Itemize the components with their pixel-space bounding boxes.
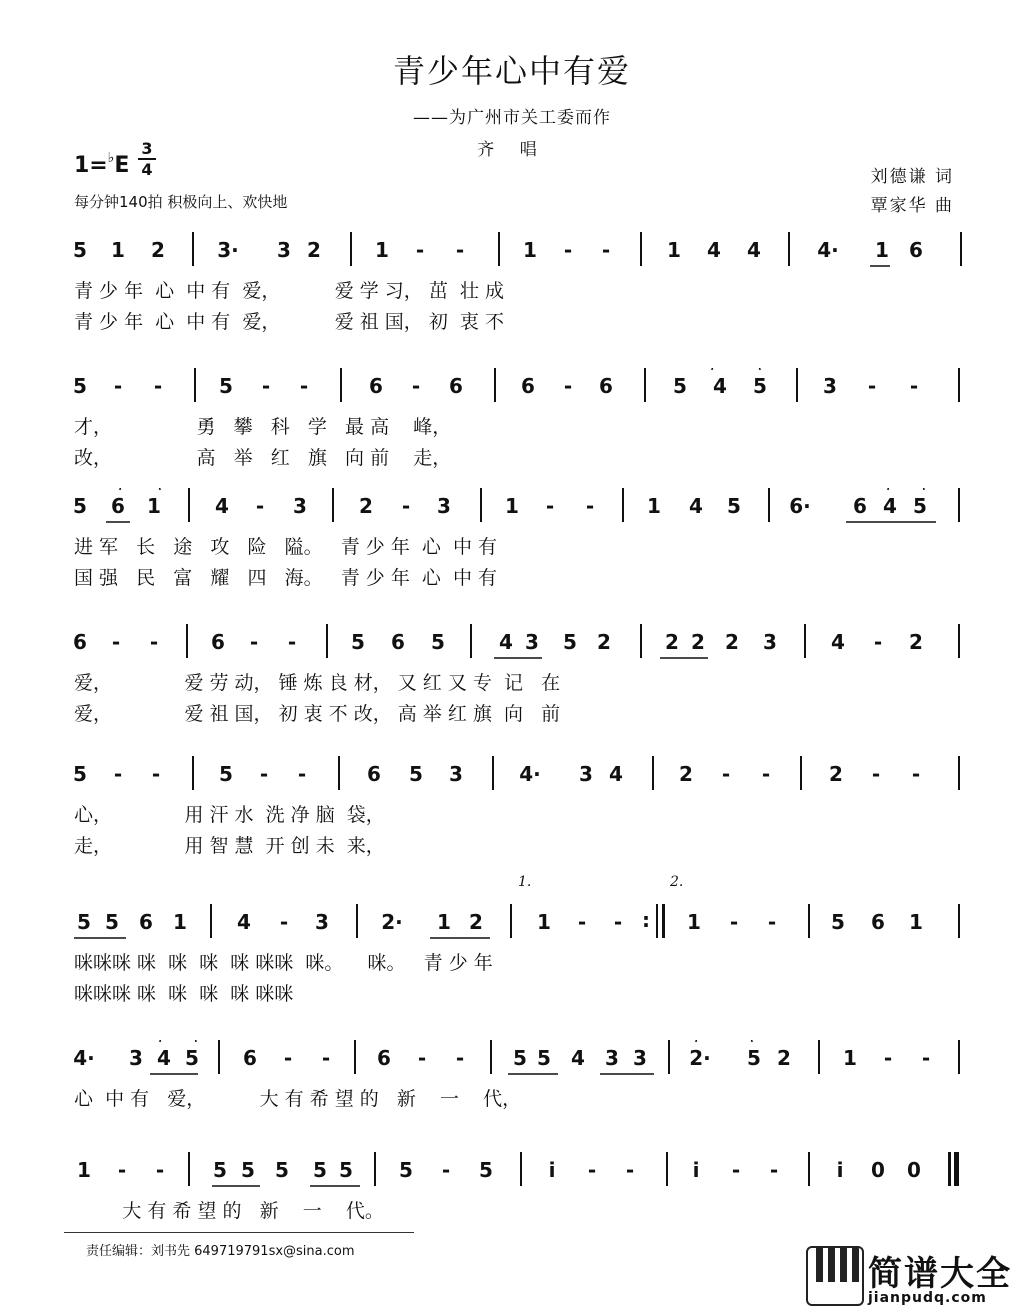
lyrics-verse-2: 走， 用 智 慧 开 创 未 来， — [74, 835, 385, 857]
note: - — [411, 374, 421, 398]
barline — [192, 232, 194, 266]
note: 2 — [151, 238, 165, 262]
barline — [958, 756, 960, 790]
note: 6 — [139, 910, 153, 934]
note: 1 — [505, 494, 519, 518]
barline — [194, 368, 196, 402]
barline — [768, 488, 770, 522]
note: 6 — [211, 630, 225, 654]
note: - — [455, 1046, 465, 1070]
note: - — [151, 762, 161, 786]
notes-row — [74, 756, 962, 796]
tempo-marking: 每分钟140拍 积极向上、欢快地 — [74, 193, 288, 211]
note: - — [545, 494, 555, 518]
barline — [662, 904, 665, 938]
note: 5 — [537, 1046, 551, 1070]
barline — [490, 1040, 492, 1074]
note: - — [909, 374, 919, 398]
volta-2-label: 2. — [670, 874, 684, 890]
notes-row — [74, 1152, 962, 1192]
note: - — [563, 374, 573, 398]
barline — [498, 232, 500, 266]
note: 5 — [73, 762, 87, 786]
volta-1-label: 1. — [518, 874, 532, 890]
note: 2 — [359, 494, 373, 518]
note: 3 — [437, 494, 451, 518]
note: 5 — [275, 1158, 289, 1182]
note: 4· — [73, 1046, 95, 1070]
note: 6 — [367, 762, 381, 786]
lyrics-verse-2: 青 少 年 心 中 有 爱， 爱 祖 国， 初 衷 不 — [74, 311, 504, 333]
note: - — [111, 630, 121, 654]
barline — [332, 488, 334, 522]
note: 3 — [525, 630, 539, 654]
score-system-2 — [0, 368, 1024, 488]
note: 6 — [909, 238, 923, 262]
note: 6 — [853, 494, 867, 518]
lyrics-verse-1: 爱， 爱 劳 动， 锤 炼 良 材， 又 红 又 专 记 在 — [74, 672, 561, 694]
note: - — [153, 374, 163, 398]
note: 5 — [913, 494, 927, 518]
note: 6 — [243, 1046, 257, 1070]
note: - — [577, 910, 587, 934]
note: - — [911, 762, 921, 786]
note: 2 — [829, 762, 843, 786]
note: 1 — [523, 238, 537, 262]
note: 4· — [817, 238, 839, 262]
barline — [804, 624, 806, 658]
note: 2 — [909, 630, 923, 654]
note: - — [255, 494, 265, 518]
score-system-1 — [0, 232, 1024, 352]
note: - — [149, 630, 159, 654]
note: - — [867, 374, 877, 398]
note: 1 — [909, 910, 923, 934]
barline — [350, 232, 352, 266]
note: 6 — [369, 374, 383, 398]
note: 1 — [843, 1046, 857, 1070]
note: 4 — [747, 238, 761, 262]
song-title: 青少年心中有爱 — [392, 52, 631, 90]
note: 4 — [707, 238, 721, 262]
note: 2 — [469, 910, 483, 934]
note: 2 — [725, 630, 739, 654]
note: - — [283, 1046, 293, 1070]
note: - — [563, 238, 573, 262]
note: - — [299, 374, 309, 398]
barline — [510, 904, 512, 938]
lyrics-verse-1: 进 军 长 途 攻 险 隘。 青 少 年 心 中 有 — [74, 536, 498, 558]
barline — [958, 488, 960, 522]
note: 3 — [605, 1046, 619, 1070]
note: 1 — [77, 1158, 91, 1182]
site-logo[interactable] — [806, 1246, 1016, 1310]
barline — [494, 368, 496, 402]
note: 1 — [667, 238, 681, 262]
editor-credit: 责任编辑：刘书先 649719791sx@sina.com — [86, 1244, 355, 1259]
barline — [796, 368, 798, 402]
lyrics-verse-2: 咪咪咪 咪 咪 咪 咪 咪咪 — [74, 983, 294, 1005]
barline — [480, 488, 482, 522]
barline — [958, 624, 960, 658]
barline — [958, 904, 960, 938]
key-note: E — [114, 153, 130, 178]
note: - — [261, 374, 271, 398]
barline — [470, 624, 472, 658]
note: 5 — [105, 910, 119, 934]
note: 1 — [687, 910, 701, 934]
barline — [652, 756, 654, 790]
note: 3 — [823, 374, 837, 398]
barline — [808, 904, 810, 938]
barline — [818, 1040, 820, 1074]
note: 4 — [831, 630, 845, 654]
score-system-4 — [0, 624, 1024, 744]
note: 5 — [219, 374, 233, 398]
note: i — [692, 1158, 700, 1182]
note: 4 — [237, 910, 251, 934]
note: 1 — [537, 910, 551, 934]
note: 4 — [157, 1046, 171, 1070]
note: 5 — [73, 238, 87, 262]
note: - — [279, 910, 289, 934]
note: 5 — [213, 1158, 227, 1182]
note: - — [761, 762, 771, 786]
score-system-3 — [0, 488, 1024, 608]
note: 6 — [111, 494, 125, 518]
note: 2· — [689, 1046, 711, 1070]
barline — [666, 1152, 668, 1186]
barline — [218, 1040, 220, 1074]
note: - — [921, 1046, 931, 1070]
composer-credit: 覃家华 曲 — [870, 196, 954, 216]
note: 5 — [431, 630, 445, 654]
note: 4· — [519, 762, 541, 786]
notes-row — [74, 904, 962, 944]
note: 1 — [173, 910, 187, 934]
barline — [644, 368, 646, 402]
note: 3 — [579, 762, 593, 786]
note: 5 — [673, 374, 687, 398]
note: 5 — [409, 762, 423, 786]
note: - — [613, 910, 623, 934]
note: 4 — [713, 374, 727, 398]
note: 5 — [479, 1158, 493, 1182]
note: - — [455, 238, 465, 262]
piano-icon — [806, 1246, 864, 1306]
note: 2 — [679, 762, 693, 786]
lyrics-verse-1: 心 中 有 爱， 大 有 希 望 的 新 一 代， — [74, 1088, 522, 1110]
barline — [800, 756, 802, 790]
note: 2 — [665, 630, 679, 654]
barline — [958, 368, 960, 402]
note: 5 — [351, 630, 365, 654]
final-barline-thin — [948, 1152, 951, 1186]
note: 6 — [599, 374, 613, 398]
barline — [640, 232, 642, 266]
barline — [188, 1152, 190, 1186]
note: - — [729, 910, 739, 934]
score-system-5 — [0, 756, 1024, 876]
note: 3 — [763, 630, 777, 654]
note: 5 — [563, 630, 577, 654]
key-prefix: 1= — [74, 153, 108, 178]
key-signature — [74, 150, 129, 178]
note: 2 — [597, 630, 611, 654]
note: 1 — [437, 910, 451, 934]
note: 5 — [747, 1046, 761, 1070]
flat-sign: ♭ — [107, 150, 115, 166]
repeat-sign: : — [642, 908, 650, 932]
note: - — [731, 1158, 741, 1182]
note: 6 — [871, 910, 885, 934]
lyrics-verse-1: 才， 勇 攀 科 学 最 高 峰， — [74, 416, 452, 438]
score-system-6 — [0, 874, 1024, 1024]
note: 2· — [381, 910, 403, 934]
note: 5 — [399, 1158, 413, 1182]
note: 3 — [633, 1046, 647, 1070]
note: 5 — [727, 494, 741, 518]
note: 5 — [185, 1046, 199, 1070]
note: - — [117, 1158, 127, 1182]
note: - — [155, 1158, 165, 1182]
song-subtitle: ——为广州市关工委而作 — [413, 108, 611, 128]
note: 1 — [647, 494, 661, 518]
logo-url: jianpudq.com — [868, 1290, 987, 1306]
note: - — [249, 630, 259, 654]
barline — [622, 488, 624, 522]
note: - — [113, 374, 123, 398]
barline — [356, 904, 358, 938]
barline — [354, 1040, 356, 1074]
note: 4 — [609, 762, 623, 786]
notes-row — [74, 368, 962, 408]
lyrics-verse-1: 大 有 希 望 的 新 一 代。 — [74, 1200, 384, 1222]
note: 5 — [513, 1046, 527, 1070]
note: 4 — [571, 1046, 585, 1070]
note: - — [401, 494, 411, 518]
barline — [960, 232, 962, 266]
barline — [520, 1152, 522, 1186]
note: 3 — [293, 494, 307, 518]
note: 6 — [377, 1046, 391, 1070]
note: 6 — [391, 630, 405, 654]
barline — [492, 756, 494, 790]
note: 5 — [77, 910, 91, 934]
note: 5 — [339, 1158, 353, 1182]
note: 3 — [315, 910, 329, 934]
notes-row — [74, 624, 962, 664]
note: 3 — [277, 238, 291, 262]
note: 4 — [499, 630, 513, 654]
note: 5 — [753, 374, 767, 398]
note: - — [441, 1158, 451, 1182]
note: - — [721, 762, 731, 786]
footer-divider — [64, 1232, 414, 1233]
time-bottom: 4 — [141, 160, 153, 179]
note: - — [883, 1046, 893, 1070]
note: 6 — [73, 630, 87, 654]
lyrics-verse-1: 青 少 年 心 中 有 爱， 爱 学 习， 茁 壮 成 — [74, 280, 504, 302]
note: - — [871, 762, 881, 786]
note: 2 — [691, 630, 705, 654]
note: 5 — [313, 1158, 327, 1182]
time-top: 3 — [141, 139, 153, 158]
score-system-7 — [0, 1040, 1024, 1160]
barline — [656, 904, 658, 938]
note: 1 — [375, 238, 389, 262]
lyrics-verse-1: 心， 用 汗 水 洗 净 脑 袋， — [74, 804, 385, 826]
note: - — [587, 1158, 597, 1182]
lyrics-verse-2: 国 强 民 富 耀 四 海。 青 少 年 心 中 有 — [74, 567, 498, 589]
barline — [640, 624, 642, 658]
note: 4 — [215, 494, 229, 518]
note: 2 — [307, 238, 321, 262]
note: - — [769, 1158, 779, 1182]
performance-mode: 齐 唱 — [477, 140, 547, 160]
note: - — [873, 630, 883, 654]
note: 5 — [831, 910, 845, 934]
note: - — [601, 238, 611, 262]
barline — [338, 756, 340, 790]
note: 5 — [241, 1158, 255, 1182]
note: - — [417, 1046, 427, 1070]
note: 3 — [129, 1046, 143, 1070]
notes-row — [74, 1040, 962, 1080]
note: 2 — [777, 1046, 791, 1070]
barline — [340, 368, 342, 402]
note: 4 — [689, 494, 703, 518]
lyrics-verse-1: 咪咪咪 咪 咪 咪 咪 咪咪 咪。 咪。 青 少 年 — [74, 952, 493, 974]
note: i — [836, 1158, 844, 1182]
final-barline-thick — [954, 1152, 959, 1186]
note: 3 — [449, 762, 463, 786]
note: 5 — [219, 762, 233, 786]
note: 1 — [147, 494, 161, 518]
barline — [374, 1152, 376, 1186]
notes-row — [74, 488, 962, 528]
note: 3· — [217, 238, 239, 262]
note: - — [321, 1046, 331, 1070]
barline — [808, 1152, 810, 1186]
lyrics-verse-2: 改， 高 举 红 旗 向 前 走， — [74, 447, 452, 469]
note: - — [415, 238, 425, 262]
logo-name: 简谱大全 — [868, 1254, 1012, 1294]
note: 1 — [111, 238, 125, 262]
note: - — [259, 762, 269, 786]
note: - — [625, 1158, 635, 1182]
barline — [958, 1040, 960, 1074]
note: - — [297, 762, 307, 786]
note: 0 — [871, 1158, 885, 1182]
note: - — [287, 630, 297, 654]
note: 4 — [883, 494, 897, 518]
barline — [186, 624, 188, 658]
note: 6· — [789, 494, 811, 518]
note: 6 — [521, 374, 535, 398]
note: 1 — [875, 238, 889, 262]
barline — [668, 1040, 670, 1074]
barline — [188, 488, 190, 522]
time-signature — [138, 140, 156, 178]
note: 5 — [73, 374, 87, 398]
notes-row — [74, 232, 962, 272]
barline — [788, 232, 790, 266]
note: - — [767, 910, 777, 934]
note: 0 — [907, 1158, 921, 1182]
barline — [192, 756, 194, 790]
note: 5 — [73, 494, 87, 518]
lyrics-verse-2: 爱， 爱 祖 国， 初 衷 不 改， 高 举 红 旗 向 前 — [74, 703, 561, 725]
note: - — [113, 762, 123, 786]
note: 6 — [449, 374, 463, 398]
note: - — [585, 494, 595, 518]
barline — [210, 904, 212, 938]
barline — [326, 624, 328, 658]
lyricist-credit: 刘德谦 词 — [870, 167, 954, 187]
note: i — [548, 1158, 556, 1182]
